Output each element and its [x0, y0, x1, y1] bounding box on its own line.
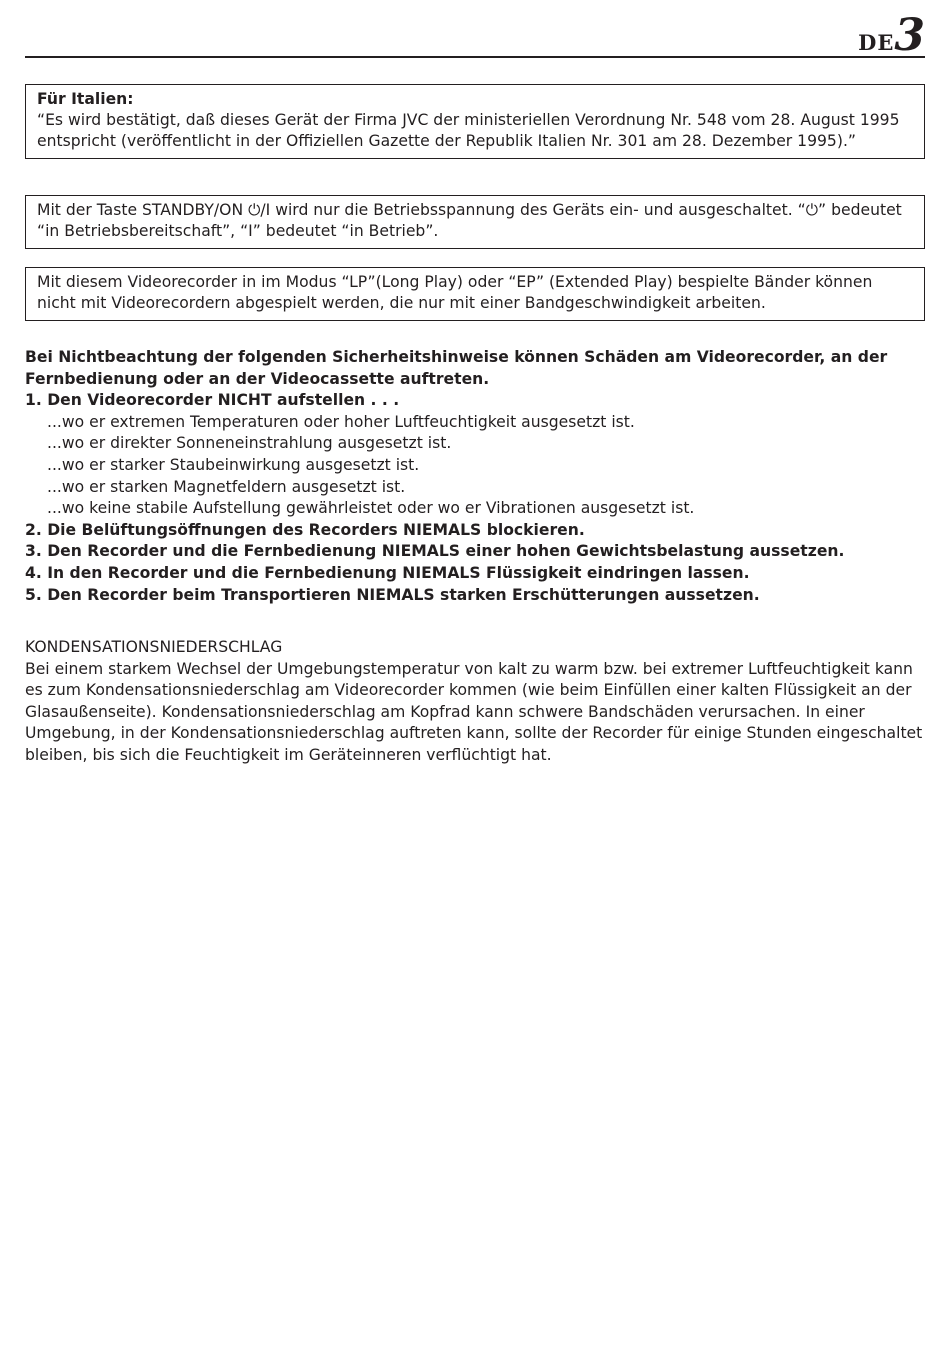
safety-item-4: 4. In den Recorder und die Fernbedienung NIEMALS Flüssigkeit eindringen lassen. — [25, 563, 750, 582]
standby-notice-text: Mit der Taste STANDBY/ON ⏻/I wird nur die Betriebsspannung des Geräts ein- und ausgeschaltet. “⏻” bedeutet “in Betriebsbereitschaft”, “I” bedeutet “in Betrieb”. — [37, 201, 902, 240]
safety-subitem: ...wo er starken Magnetfeldern ausgesetzt ist. — [47, 477, 406, 496]
italy-notice-title: Für Italien: — [37, 90, 134, 108]
safety-subitem: ...wo keine stabile Aufstellung gewährleistet oder wo er Vibrationen ausgesetzt ist. — [47, 499, 695, 518]
safety-subitem: ...wo er extremen Temperaturen oder hoher Luftfeuchtigkeit ausgesetzt ist. — [47, 412, 635, 431]
language-label: DE — [858, 30, 895, 55]
italy-notice-box — [25, 84, 925, 159]
safety-subitem: ...wo er starker Staubeinwirkung ausgesetzt ist. — [47, 455, 420, 474]
standby-notice-box — [25, 195, 925, 249]
page-header — [25, 10, 925, 61]
safety-item-3: 3. Den Recorder und die Fernbedienung NIEMALS einer hohen Gewichtsbelastung aussetzen. — [25, 542, 845, 561]
lp-ep-notice-box — [25, 267, 925, 321]
page-number — [858, 10, 925, 61]
page-number-value: 3 — [894, 10, 925, 61]
safety-intro: Bei Nichtbeachtung der folgenden Sicherheitshinweise können Schäden am Videorecorder, an der Fernbedienung oder an der Videocassette auftreten. — [25, 348, 888, 388]
safety-item-1: 1. Den Videorecorder NICHT aufstellen . . . — [25, 391, 400, 410]
safety-subitem: ...wo er direkter Sonneneinstrahlung ausgesetzt ist. — [47, 434, 452, 453]
safety-item-2: 2. Die Belüftungsöffnungen des Recorders NIEMALS blockieren. — [25, 520, 585, 539]
condensation-text: Bei einem starkem Wechsel der Umgebungstemperatur von kalt zu warm bzw. bei extremer Luftfeuchtigkeit kann es zum Kondensationsniederschlag am Videorecorder kommen (wie beim Einfüllen einer kalten Flüssigkeit an der Glasaußenseite). Kondensationsniederschlag am Kopfrad kann schwere Bandschäden verursachen. In einer Umgebung, in der Kondensationsniederschlag auftreten kann, sollte der Recorder für einige Stunden eingeschaltet bleiben, bis sich die Feuchtigkeit im Geräteinneren verflüchtigt hat. — [25, 659, 923, 764]
safety-section — [25, 347, 930, 606]
italy-notice-text: “Es wird bestätigt, daß dieses Gerät der Firma JVC der ministeriellen Verordnung Nr. 548 vom 28. August 1995 entspricht (veröffentlicht in der Offiziellen Gazette der Republik Italien Nr. 301 am 28. Dezember 1995).” — [37, 111, 900, 150]
condensation-section — [25, 637, 930, 767]
condensation-heading: KONDENSATIONSNIEDERSCHLAG — [25, 638, 283, 656]
lp-ep-notice-text: Mit diesem Videorecorder in im Modus “LP”(Long Play) oder “EP” (Extended Play) bespielte Bänder können nicht mit Videorecordern abgespielt werden, die nur mit einer Bandgeschwindigkeit arbeiten. — [37, 273, 873, 312]
safety-item-5: 5. Den Recorder beim Transportieren NIEMALS starken Erschütterungen aussetzen. — [25, 585, 760, 604]
